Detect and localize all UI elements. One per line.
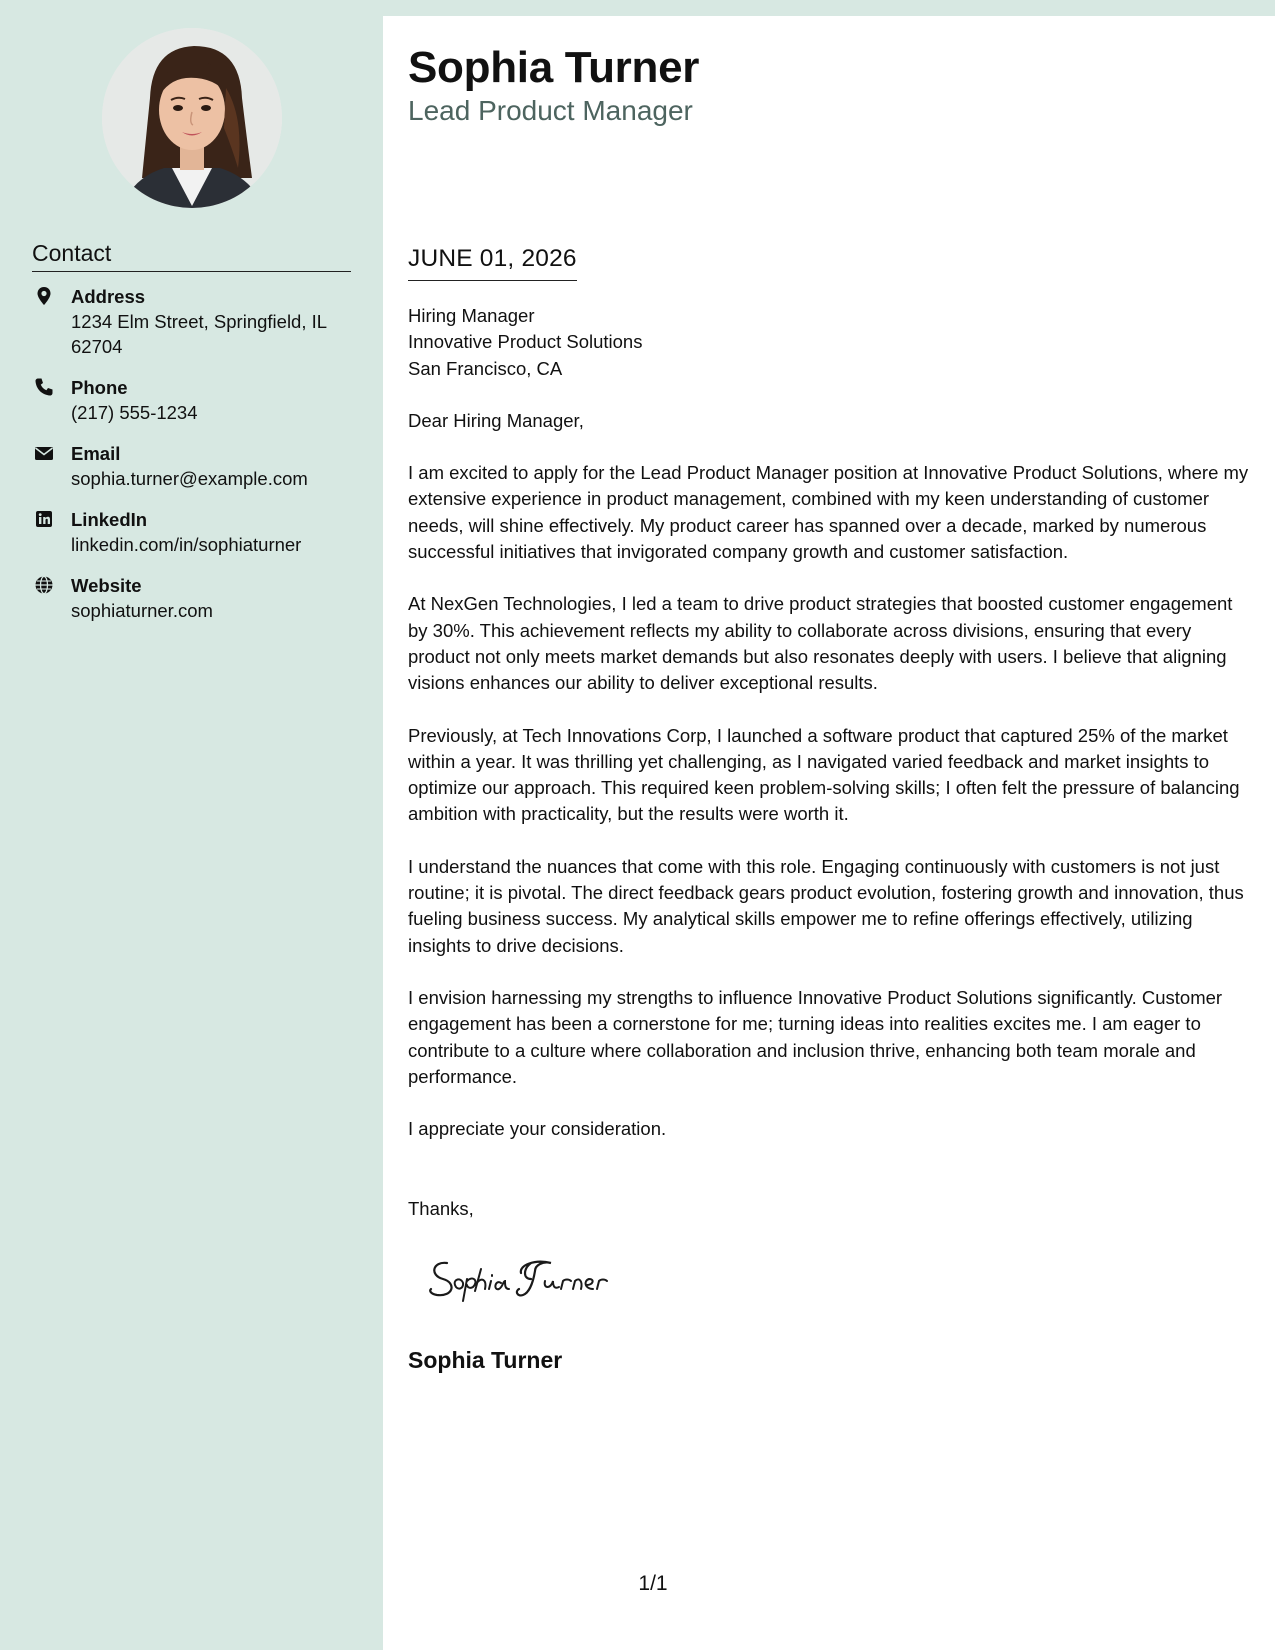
globe-icon	[34, 575, 54, 595]
phone-icon	[34, 377, 54, 397]
linkedin-icon	[34, 509, 54, 529]
body-paragraph: I am excited to apply for the Lead Product Manager position at Innovative Product Solutions, where my extensive experience in product management, combined with my keen understanding of customer needs, will shine effectively. My product career has spanned over a decade, marked by numerous successful initiatives that invigorated company growth and customer satisfaction.	[408, 462, 1249, 563]
contact-item-email	[32, 441, 362, 491]
handwritten-signature	[423, 1249, 663, 1309]
applicant-title: Lead Product Manager	[408, 95, 693, 126]
signature-drawing	[423, 1249, 663, 1309]
contact-value: sophiaturner.com	[71, 600, 213, 621]
body-paragraph: At NexGen Technologies, I led a team to drive product strategies that boosted customer engagement by 30%. This achievement reflects my ability to collaborate across divisions, ensuring that every product not only meets market demands but also resonates deeply with users. I believe that aligning visions enhances our ability to deliver exceptional results.	[408, 593, 1233, 694]
greeting: Dear Hiring Manager,	[408, 409, 584, 431]
contact-heading: Contact	[32, 240, 351, 272]
contact-value: sophia.turner@example.com	[71, 468, 308, 489]
appreciation-line: I appreciate your consideration.	[408, 1118, 667, 1140]
contact-label: Phone	[71, 377, 128, 398]
envelope-icon	[34, 443, 54, 463]
location-pin-icon	[34, 286, 54, 306]
contact-label: Email	[71, 443, 121, 464]
recipient-block	[408, 303, 1250, 382]
contact-label: Address	[71, 286, 146, 307]
body-paragraph: I envision harnessing my strengths to influence Innovative Product Solutions significantly. Customer engagement has been a cornerstone for me; turning ideas into realities excites me. I am eager to contribute to a culture where collaboration and inclusion thrive, enhancing both team morale and performance.	[408, 986, 1223, 1087]
contact-list	[32, 284, 362, 639]
page-number: 1/1	[638, 1572, 668, 1595]
contact-value: 1234 Elm Street, Springfield, IL 62704	[71, 311, 327, 357]
letter-panel	[383, 16, 1275, 1650]
contact-value: (217) 555-1234	[71, 402, 198, 423]
contact-item-linkedin	[32, 507, 362, 557]
letter-body	[408, 303, 1250, 1223]
profile-photo	[102, 28, 282, 208]
contact-label: LinkedIn	[71, 509, 148, 530]
closing: Thanks,	[408, 1198, 474, 1220]
contact-item-phone	[32, 375, 362, 425]
sidebar	[0, 0, 383, 1650]
recipient-line: San Francisco, CA	[408, 357, 563, 379]
contact-item-website	[32, 573, 362, 623]
contact-value: linkedin.com/in/sophiaturner	[71, 534, 302, 555]
signed-name: Sophia Turner	[408, 1347, 563, 1373]
recipient-line: Innovative Product Solutions	[408, 331, 643, 353]
contact-label: Website	[71, 575, 142, 596]
body-paragraph: I understand the nuances that come with this role. Engaging continuously with customers is not just routine; it is pivotal. The direct feedback gears product evolution, fostering growth and innovation, thus fueling business success. My analytical skills empower me to refine offerings effectively, utilizing insights to drive decisions.	[408, 855, 1244, 956]
portrait-illustration	[102, 28, 282, 208]
letter-date: JUNE 01, 2026	[408, 244, 577, 281]
applicant-name: Sophia Turner	[408, 43, 700, 92]
recipient-line: Hiring Manager	[408, 305, 535, 326]
contact-item-address	[32, 284, 362, 359]
body-paragraph: Previously, at Tech Innovations Corp, I launched a software product that captured 25% of the market within a year. It was thrilling yet challenging, as I navigated varied feedback and market insights to optimize our approach. This required keen problem-solving skills; I often felt the pressure of balancing ambition with practicality, but the results were worth it.	[408, 724, 1240, 825]
